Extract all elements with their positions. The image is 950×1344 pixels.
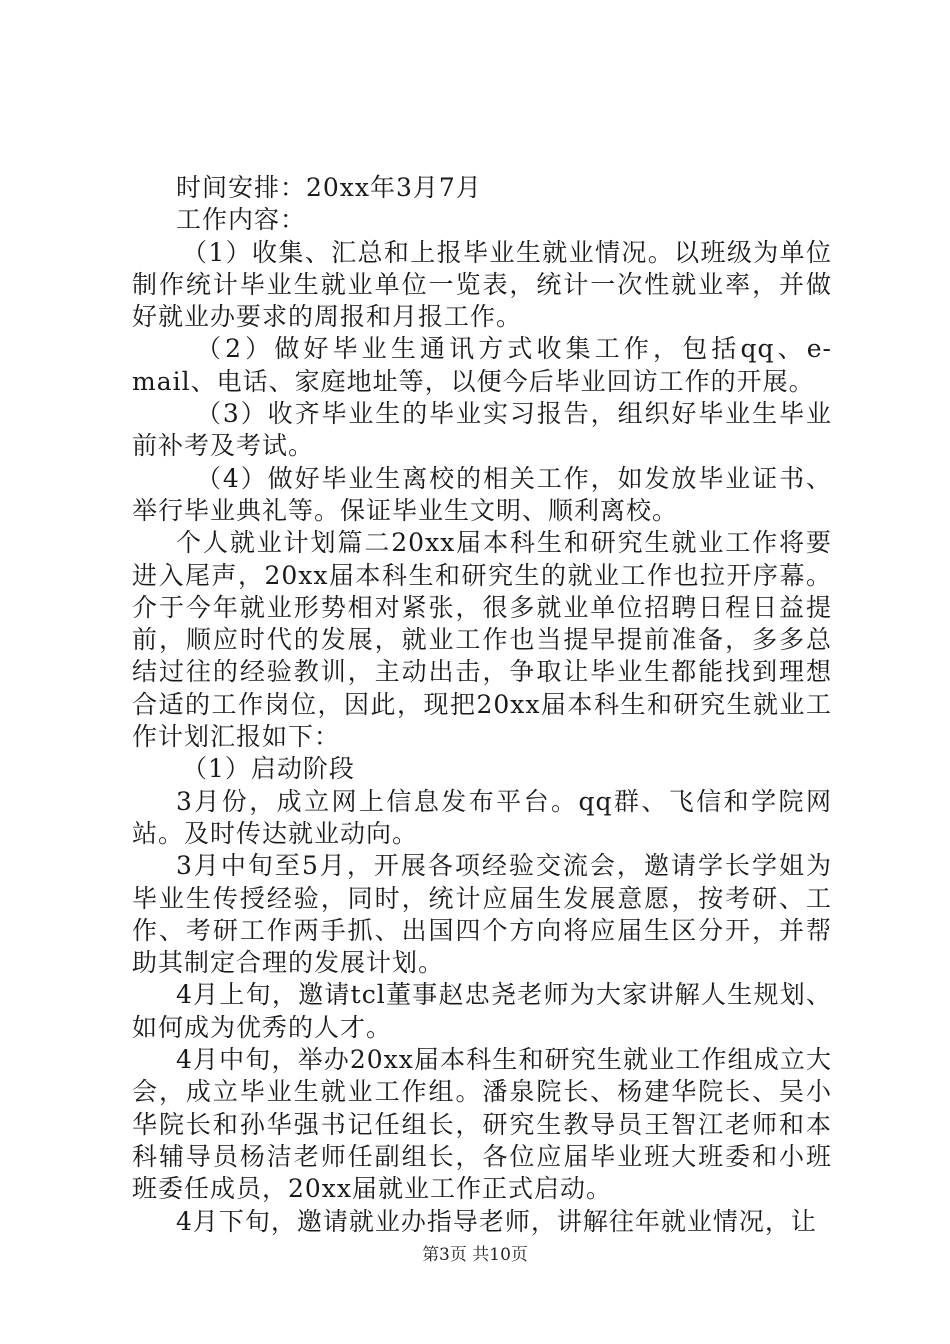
paragraph: （1）收集、汇总和上报毕业生就业情况。以班级为单位制作统计毕业生就业单位一览表，统计一次性就业率，并做好就业办要求的周报和月报工作。 xyxy=(132,237,832,332)
page-footer: 第3页 共10页 xyxy=(422,1245,528,1265)
paragraph: 工作内容： xyxy=(176,205,307,235)
paragraph: 4月中旬，举办20xx届本科生和研究生就业工作组成立大会，成立毕业生就业工作组。潘泉院长、杨建华院长、吴小华院长和孙华强书记任组长，研究生教导员王智江老师和本科辅导员杨洁老师任副组长，各位应届毕业班大班委和小班班委任成员，20xx届就业工作正式启动。 xyxy=(132,1045,832,1204)
paragraph: 3月中旬至5月，开展各项经验交流会，邀请学长学姐为毕业生传授经验，同时，统计应届生发展意愿，按考研、工作、考研工作两手抓、出国四个方向将应届生区分开，并帮助其制定合理的发展计划。 xyxy=(132,851,832,978)
document-body xyxy=(132,172,832,1238)
paragraph: 个人就业计划篇二20xx届本科生和研究生就业工作将要进入尾声，20xx届本科生和研究生的就业工作也拉开序幕。介于今年就业形势相对紧张，很多就业单位招聘日程日益提前，顺应时代的发展，就业工作也当提早提前准备，多多总结过往的经验教训，主动出击，争取让毕业生都能找到理想合适的工作岗位，因此，现把20xx届本科生和研究生就业工作计划汇报如下： xyxy=(132,528,832,752)
paragraph: （4）做好毕业生离校的相关工作，如发放毕业证书、举行毕业典礼等。保证毕业生文明、顺利离校。 xyxy=(132,463,832,525)
paragraph: 时间安排：20xx年3月7月 xyxy=(176,173,482,202)
paragraph: （2）做好毕业生通讯方式收集工作，包括qq、e-mail、电话、家庭地址等，以便今后毕业回访工作的开展。 xyxy=(132,334,832,396)
paragraph: 4月上旬，邀请tcl董事赵忠尧老师为大家讲解人生规划、如何成为优秀的人才。 xyxy=(132,980,832,1042)
paragraph: （1）启动阶段 xyxy=(182,754,355,784)
paragraph: 4月下旬，邀请就业办指导老师，讲解往年就业情况，让 xyxy=(176,1206,817,1236)
paragraph: （3）收齐毕业生的毕业实习报告，组织好毕业生毕业前补考及考试。 xyxy=(132,399,832,461)
paragraph: 3月份，成立网上信息发布平台。qq群、飞信和学院网站。及时传达就业动向。 xyxy=(132,786,832,848)
